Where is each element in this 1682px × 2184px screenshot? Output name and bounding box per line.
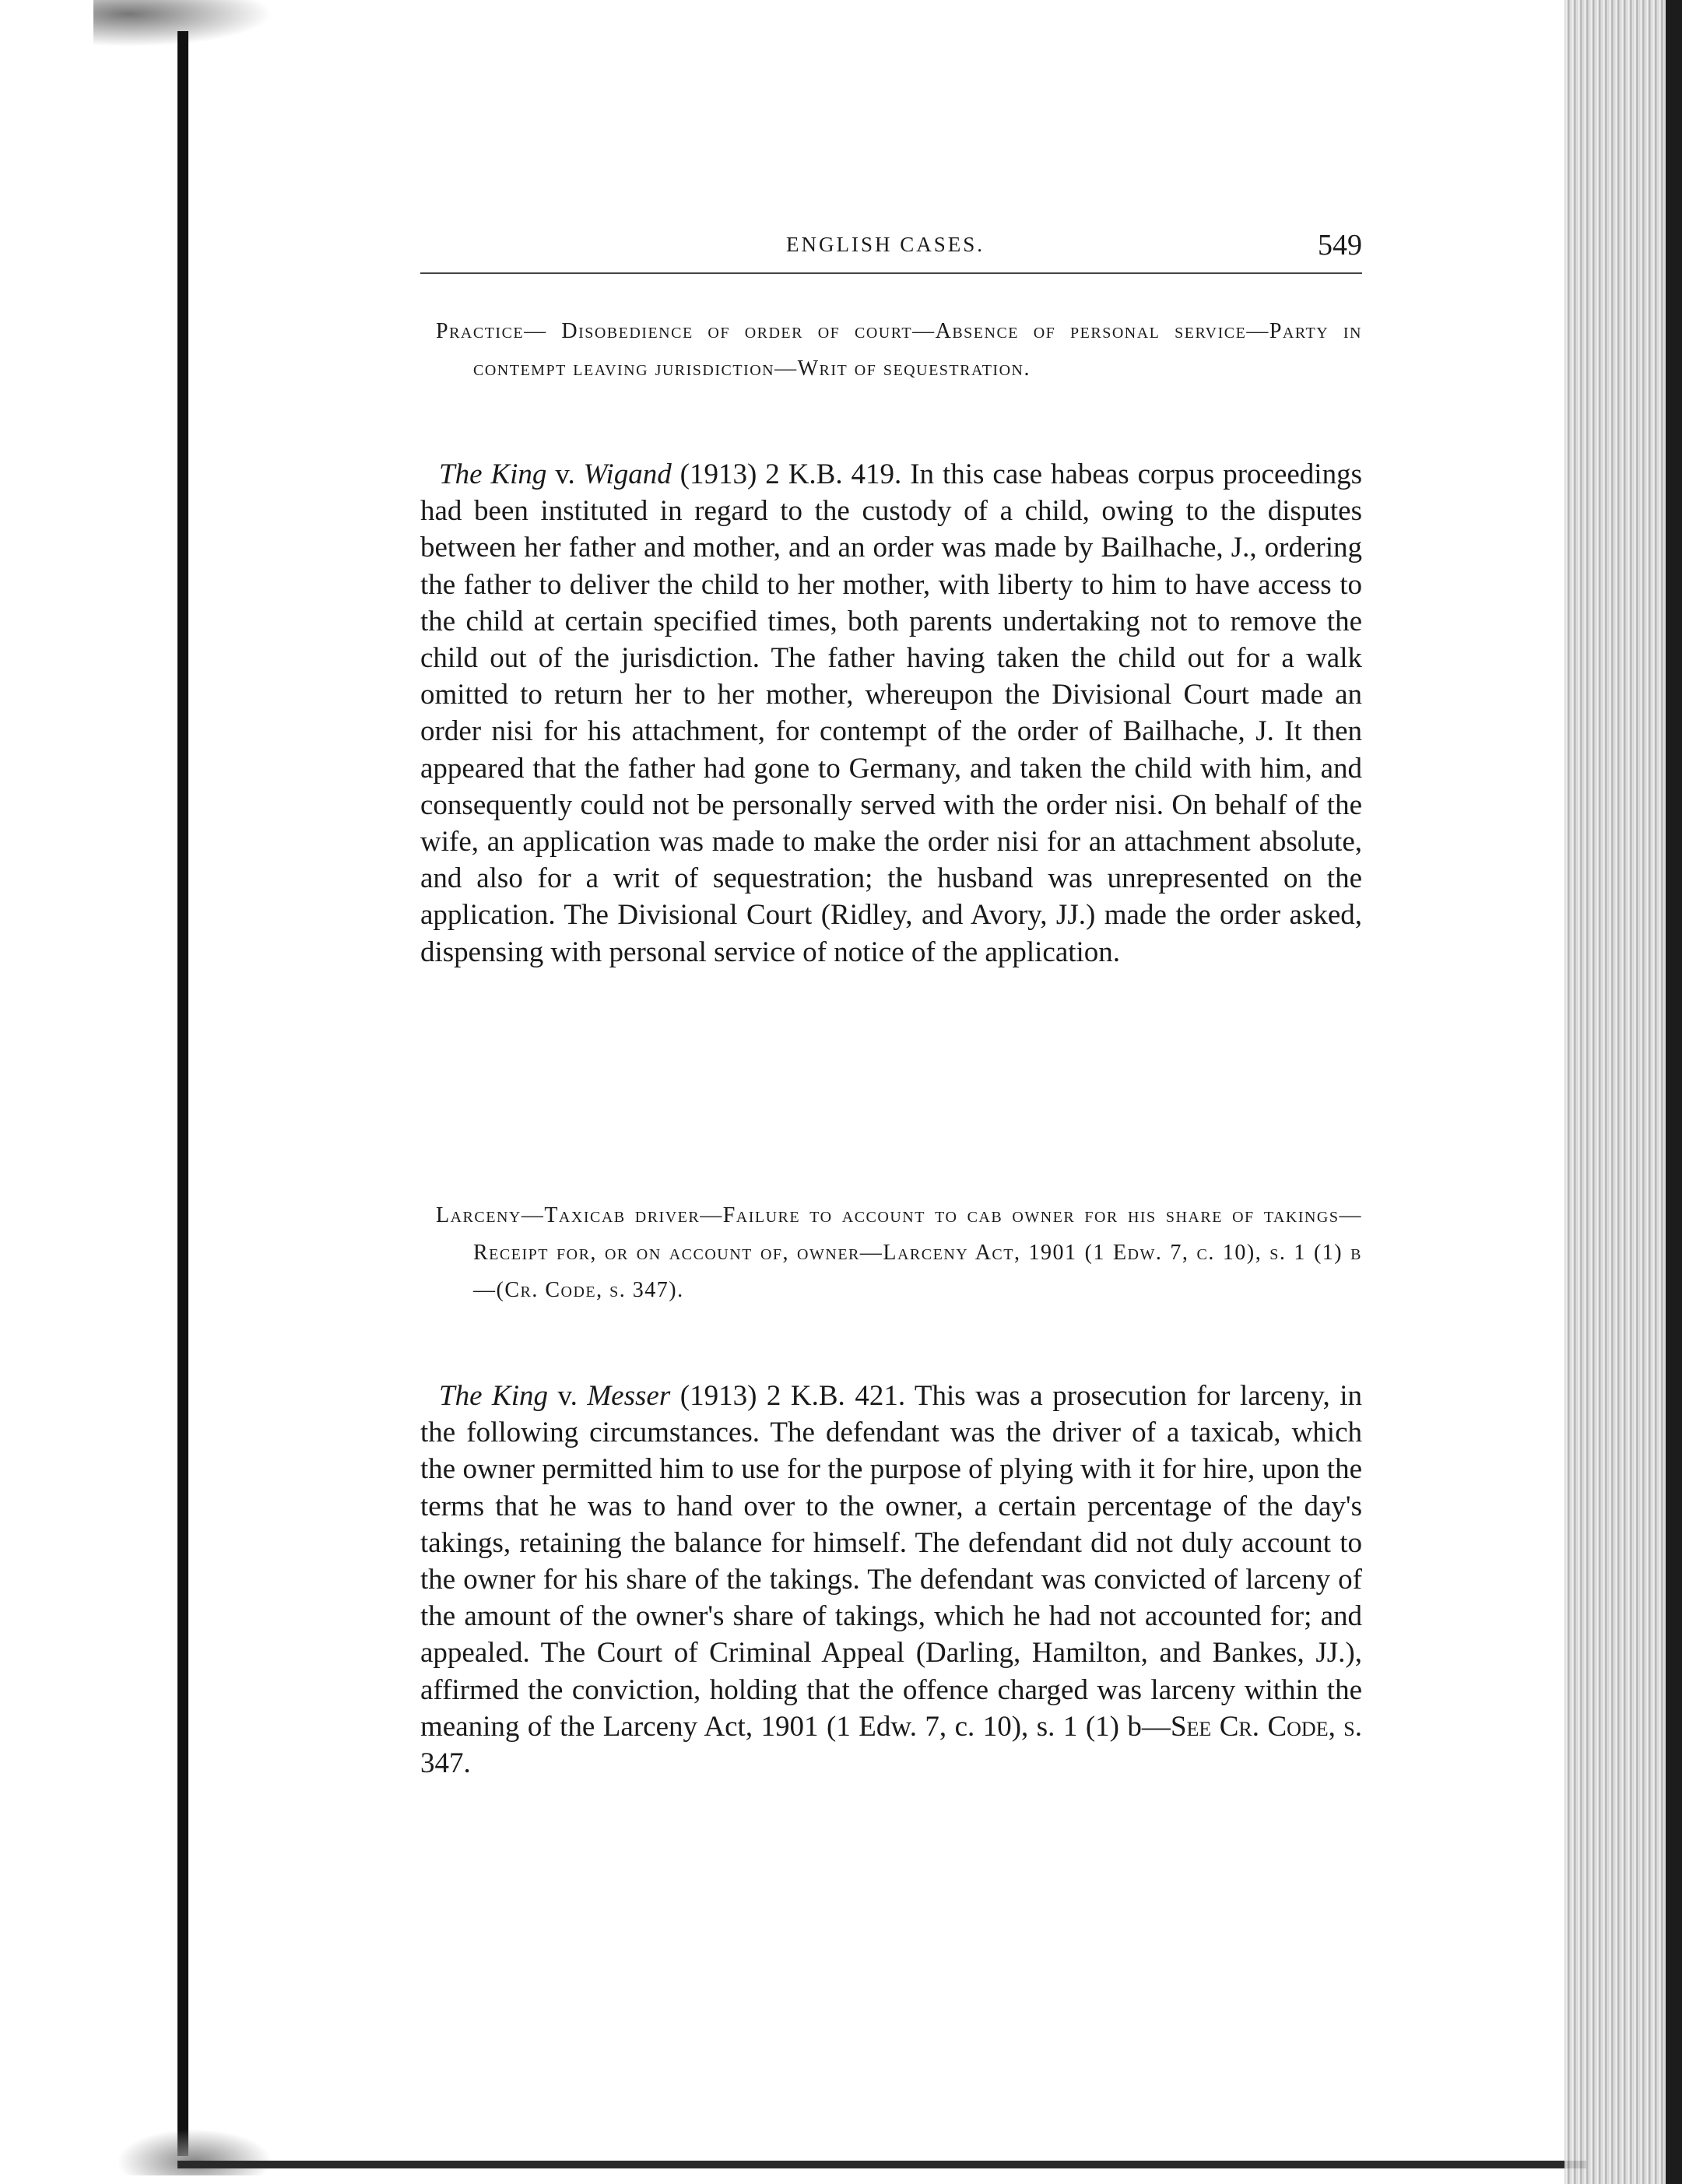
page-number: 549 (1318, 229, 1362, 262)
page-header (420, 228, 1362, 265)
case-versus: v. (546, 458, 584, 490)
running-title: ENGLISH CASES. (786, 233, 985, 256)
case-name: The King (439, 1380, 548, 1412)
case-citation: (1913) 2 K.B. 421. (670, 1380, 915, 1412)
case-headnote: Larceny—Taxicab driver—Failure to account to cab owner for his share of takings—Receipt for, or on account of, owner—Larceny Act, 1901 (1 Edw. 7, c. 10), s. 1 (1) b—(Cr. Code, s. 347). (436, 1203, 1362, 1302)
case-paragraph (420, 456, 1362, 971)
case-text: In this case habeas corpus proceedings had been instituted in regard to the custody of a child, owing to the disputes between her father and mother, and an order was made by Bailhache, J., ordering the father to deliver the child to her mother, with liberty to him to have access to the child at certain specified times, both parents undertaking not to remove the child out of the jurisdiction. The father having taken the child out for a walk omitted to return her to her mother, whereupon the Divisional Court made an order nisi for his attachment, for contempt of the order of Bailhache, J. It then appeared that the father had gone to Germany, and taken the child with him, and consequently could not be personally served with the order nisi. On behalf of the wife, an application was made to make the order nisi for an attachment absolute, and also for a writ of sequestration; the husband was unrepresented on the application. The Divisional Court (Ridley, and Avory, JJ.) made the order asked, dispensing with personal service of notice of the application. (420, 458, 1362, 968)
case-party: Messer (587, 1380, 671, 1412)
case-headnote: Practice— Disobedience of order of court—Absence of personal service—Party in contempt leaving jurisdiction—Writ of sequestration. (436, 319, 1362, 381)
header-rule (420, 272, 1362, 274)
case-paragraph (420, 1378, 1362, 1782)
case-name: The King (439, 458, 547, 490)
binding-edge (177, 31, 188, 2156)
case-text: This was a prosecution for larceny, in the following circumstances. The defendant was the driver of a taxicab, which the owner permitted him to use for the purpose of plying with it for hire, upon the terms that he was to hand over to the owner, a certain percentage of the day's takings, retaining the balance for himself. The defendant did not duly account to the owner for his share of the takings. The defendant was convicted of larceny of the amount of the owner's share of takings, which he had not accounted for; and appealed. The Court of Criminal Appeal (Darling, Hamilton, and Bankes, JJ.), affirmed the conviction, holding that the offence charged was larceny within the meaning of the Larceny Act, 1901 (1 Edw. 7, c. 10), s. 1 (1) b— (420, 1380, 1362, 1743)
scan-shadow-bottom-left (117, 2129, 272, 2175)
case-citation: (1913) 2 K.B. 419. (671, 458, 911, 490)
scan-right-edge (1666, 0, 1682, 2184)
page-bottom-edge (177, 2161, 1586, 2168)
case-party: Wigand (583, 458, 672, 490)
code-reference: See Cr. Code, s. 347. (420, 1710, 1362, 1780)
scan-right-margin-noise (1564, 0, 1682, 2184)
case-versus: v. (547, 1380, 588, 1412)
